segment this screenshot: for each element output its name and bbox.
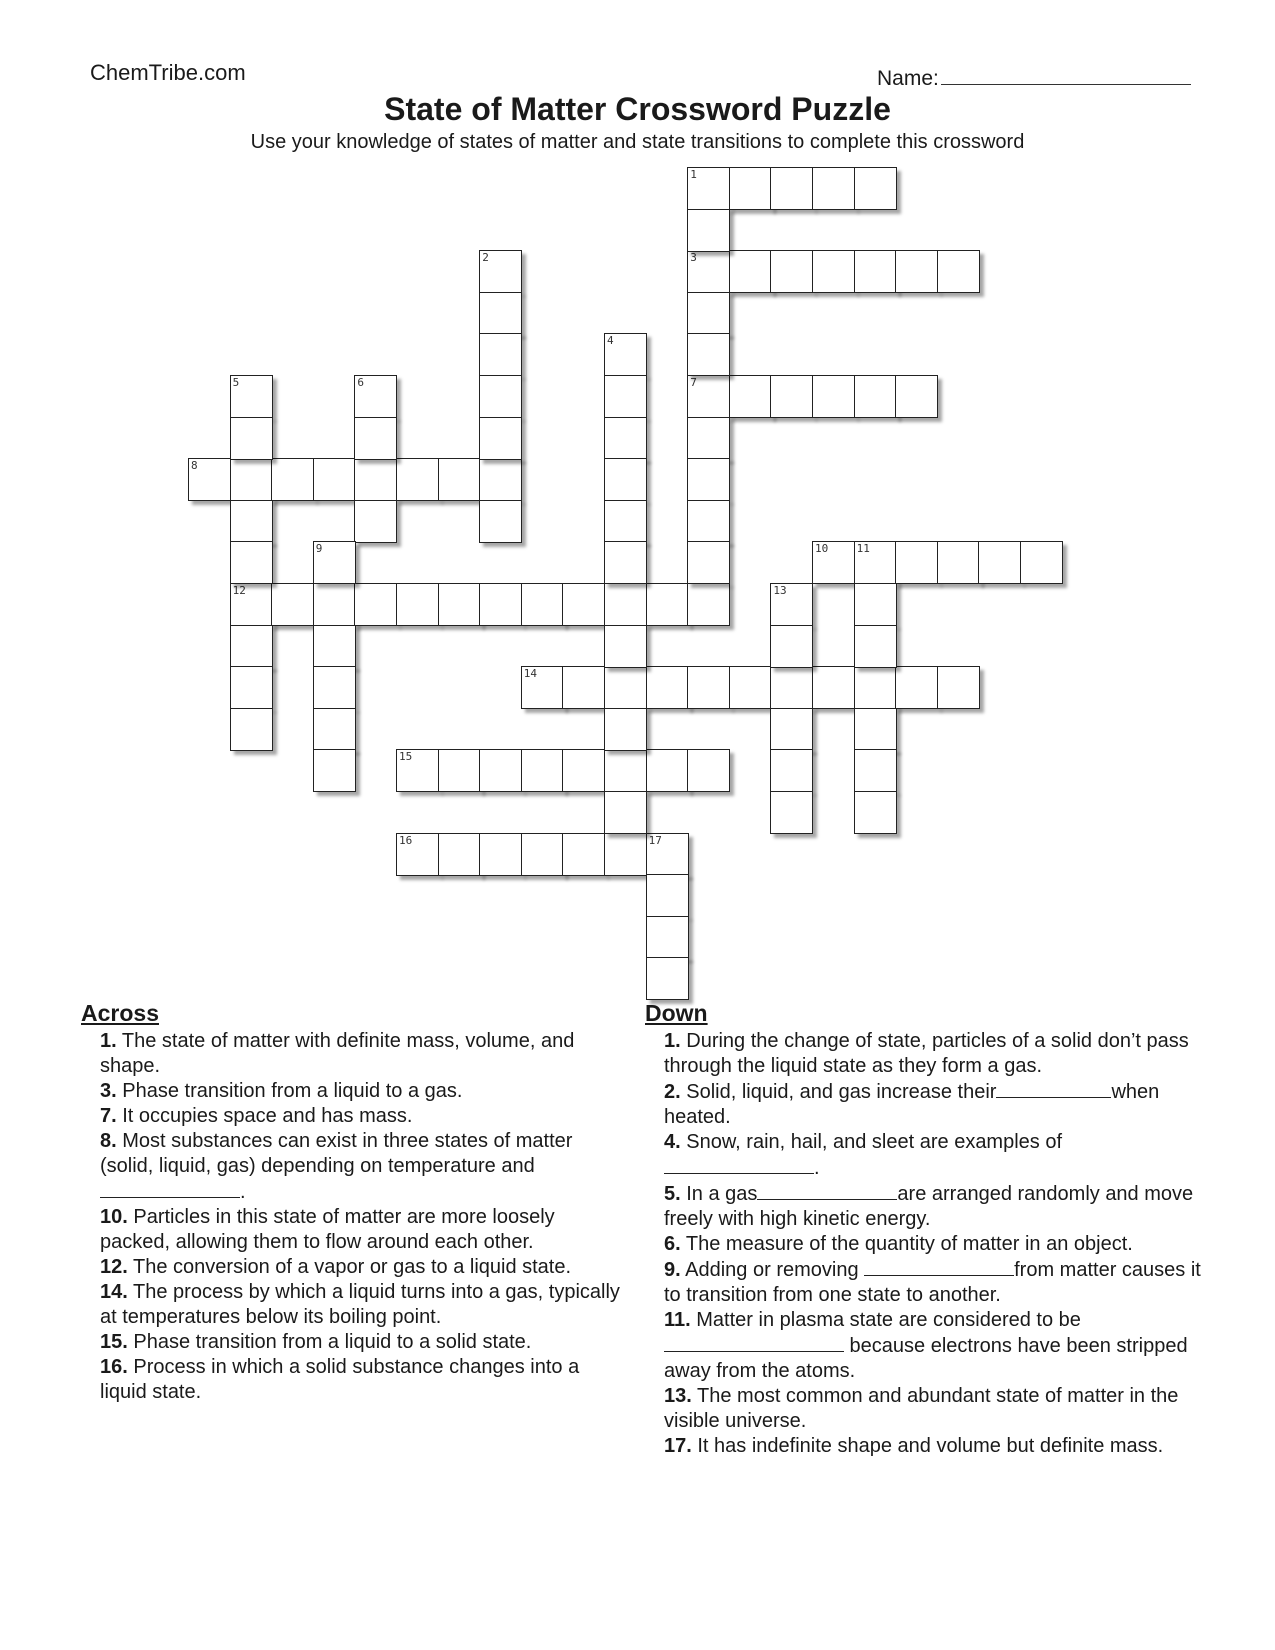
clue-number: 2 xyxy=(482,251,489,265)
clue-item: 17. It has indefinite shape and volume but definite mass. xyxy=(664,1435,1164,1457)
clue-item-number: 13. xyxy=(664,1385,692,1407)
grid-cell[interactable] xyxy=(521,833,564,876)
clue-item-number: 9. xyxy=(664,1259,681,1281)
clue-item-number: 1. xyxy=(664,1030,681,1052)
grid-cell[interactable] xyxy=(479,292,522,335)
grid-cell[interactable] xyxy=(770,250,813,293)
grid-cell[interactable] xyxy=(230,541,273,584)
clue-item: 2. Solid, liquid, and gas increase their when heated. xyxy=(664,1081,1160,1128)
grid-cell[interactable] xyxy=(937,250,980,293)
grid-cell[interactable] xyxy=(479,333,522,376)
grid-cell[interactable] xyxy=(604,541,647,584)
grid-cell[interactable] xyxy=(396,458,439,501)
clue-item-number: 8. xyxy=(100,1130,117,1152)
grid-cell[interactable] xyxy=(396,833,439,876)
grid-cell[interactable] xyxy=(604,749,647,792)
grid-cell[interactable] xyxy=(354,500,397,543)
clue-number: 14 xyxy=(523,667,538,681)
clue-item-number: 10. xyxy=(100,1206,128,1228)
grid-cell[interactable] xyxy=(895,666,938,709)
clue-item-number: 16. xyxy=(100,1356,128,1378)
grid-cell[interactable] xyxy=(562,749,605,792)
grid-cell[interactable] xyxy=(646,957,689,1000)
grid-cell[interactable] xyxy=(687,209,730,252)
clue-item: 6. The measure of the quantity of matter in an object. xyxy=(664,1233,1133,1255)
grid-cell[interactable] xyxy=(687,333,730,376)
grid-cell[interactable] xyxy=(812,375,855,418)
grid-cell[interactable] xyxy=(521,749,564,792)
down-clue-list xyxy=(645,1029,1205,1459)
clue-number: 11 xyxy=(856,542,870,556)
grid-cell[interactable] xyxy=(479,417,522,460)
grid-cell[interactable] xyxy=(729,375,772,418)
clue-number: 7 xyxy=(690,376,697,389)
grid-cell[interactable] xyxy=(770,583,813,626)
grid-cell[interactable] xyxy=(854,583,897,626)
grid-cell[interactable] xyxy=(313,666,356,709)
grid-cell[interactable] xyxy=(646,916,689,959)
clue-number: 6 xyxy=(357,376,365,389)
grid-cell[interactable] xyxy=(604,791,647,834)
grid-cell[interactable] xyxy=(313,708,356,751)
grid-cell[interactable] xyxy=(854,791,897,834)
grid-cell[interactable] xyxy=(479,250,522,293)
grid-cell[interactable] xyxy=(812,541,855,584)
grid-cell[interactable] xyxy=(354,375,397,418)
clue-item: 1. During the change of state, particles of a solid don’t pass through the liquid state as they form a gas. xyxy=(664,1030,1189,1077)
grid-cell[interactable] xyxy=(604,666,647,709)
grid-cell[interactable] xyxy=(479,500,522,543)
grid-cell[interactable] xyxy=(895,375,938,418)
clue-item: 4. Snow, rain, hail, and sleet are examples of. xyxy=(664,1131,1063,1179)
grid-cell[interactable] xyxy=(271,583,314,626)
clue-number: 5 xyxy=(232,376,240,389)
grid-cell[interactable] xyxy=(729,666,772,709)
grid-cell[interactable] xyxy=(438,458,481,501)
clue-item: 13. The most common and abundant state of matter in the visible universe. xyxy=(664,1385,1179,1432)
grid-cell[interactable] xyxy=(854,541,897,584)
grid-cell[interactable] xyxy=(812,167,855,210)
grid-cell[interactable] xyxy=(687,292,730,335)
grid-cell[interactable] xyxy=(770,167,813,210)
grid-cell[interactable] xyxy=(313,458,356,501)
clue-item: 11. Matter in plasma state are considered to be because electrons have been stripped away from the atoms. xyxy=(664,1309,1188,1382)
answer-blank[interactable] xyxy=(664,1333,844,1352)
clue-item: 10. Particles in this state of matter are more loosely packed, allowing them to flow around each other. xyxy=(100,1206,555,1253)
clue-number: 4 xyxy=(607,334,614,348)
grid-cell[interactable] xyxy=(313,749,356,792)
clue-number: 3 xyxy=(690,251,697,265)
clue-item: 12. The conversion of a vapor or gas to a liquid state. xyxy=(100,1256,572,1278)
down-heading: Down xyxy=(645,1000,708,1026)
clue-item-number: 3. xyxy=(100,1080,117,1102)
grid-cell[interactable] xyxy=(313,625,356,668)
grid-cell[interactable] xyxy=(271,458,314,501)
grid-cell[interactable] xyxy=(854,375,897,418)
grid-cell[interactable] xyxy=(687,375,730,418)
grid-cell[interactable] xyxy=(604,625,647,668)
across-heading: Across xyxy=(81,1000,159,1026)
grid-cell[interactable] xyxy=(687,749,730,792)
grid-cell[interactable] xyxy=(770,791,813,834)
grid-cell[interactable] xyxy=(854,250,897,293)
clue-item-number: 6. xyxy=(664,1233,681,1255)
grid-cell[interactable] xyxy=(687,458,730,501)
grid-cell[interactable] xyxy=(230,708,273,751)
grid-cell[interactable] xyxy=(687,250,730,293)
grid-cell[interactable] xyxy=(521,666,564,709)
grid-cell[interactable] xyxy=(562,666,605,709)
clue-number: 8 xyxy=(191,459,198,473)
clue-number: 12 xyxy=(232,584,246,597)
grid-cell[interactable] xyxy=(646,583,689,626)
grid-cell[interactable] xyxy=(687,417,730,460)
grid-cell[interactable] xyxy=(937,666,980,709)
grid-cell[interactable] xyxy=(895,250,938,293)
clue-item: 5. In a gas are arranged randomly and move freely with high kinetic energy. xyxy=(664,1183,1194,1230)
grid-cell[interactable] xyxy=(646,833,689,876)
grid-cell[interactable] xyxy=(230,500,273,543)
across-clue-list xyxy=(81,1029,629,1405)
clue-item-number: 2. xyxy=(664,1081,681,1103)
grid-cell[interactable] xyxy=(770,375,813,418)
grid-cell[interactable] xyxy=(479,458,522,501)
grid-cell[interactable] xyxy=(562,583,605,626)
clue-item: 8. Most substances can exist in three states of matter (solid, liquid, gas) depending on temperature and. xyxy=(100,1130,573,1203)
down-clues xyxy=(645,1000,1205,1459)
grid-cell[interactable] xyxy=(604,417,647,460)
page-subtitle: Use your knowledge of states of matter and state transitions to complete this crossword xyxy=(250,131,1025,153)
grid-cell[interactable] xyxy=(479,749,522,792)
answer-blank[interactable] xyxy=(100,1179,240,1198)
grid-cell[interactable] xyxy=(562,833,605,876)
clue-number: 15 xyxy=(399,750,413,764)
grid-cell[interactable] xyxy=(895,541,938,584)
grid-cell[interactable] xyxy=(479,375,522,418)
clue-item: 14. The process by which a liquid turns into a gas, typically at temperatures below its boiling point. xyxy=(100,1281,620,1328)
grid-cell[interactable] xyxy=(604,708,647,751)
answer-blank[interactable] xyxy=(757,1181,897,1200)
clue-item: 7. It occupies space and has mass. xyxy=(100,1105,413,1127)
clue-number: 17 xyxy=(648,833,662,847)
clue-number: 10 xyxy=(815,542,829,556)
grid-cell[interactable] xyxy=(521,583,564,626)
grid-cell[interactable] xyxy=(812,666,855,709)
grid-cell[interactable] xyxy=(854,749,897,792)
name-label: Name: xyxy=(877,67,939,90)
grid-cell[interactable] xyxy=(354,417,397,460)
across-clues xyxy=(81,1000,629,1405)
grid-cell[interactable] xyxy=(230,417,273,460)
clue-item-number: 7. xyxy=(100,1105,117,1127)
clue-number: 1 xyxy=(690,168,697,181)
answer-blank[interactable] xyxy=(996,1079,1111,1098)
grid-cell[interactable] xyxy=(604,833,647,876)
grid-cell[interactable] xyxy=(646,666,689,709)
clue-item: 3. Phase transition from a liquid to a gas. xyxy=(100,1080,463,1102)
grid-cell[interactable] xyxy=(646,874,689,917)
clue-number: 9 xyxy=(315,542,323,556)
clue-item-number: 1. xyxy=(100,1030,117,1052)
grid-cell[interactable] xyxy=(479,833,522,876)
clue-item-number: 14. xyxy=(100,1281,128,1303)
grid-cell[interactable] xyxy=(230,458,273,501)
grid-cell[interactable] xyxy=(854,167,897,210)
grid-cell[interactable] xyxy=(188,458,231,501)
clue-number: 16 xyxy=(399,833,413,847)
clue-item-number: 4. xyxy=(664,1131,681,1153)
grid-cell[interactable] xyxy=(729,167,772,210)
clue-item: 15. Phase transition from a liquid to a solid state. xyxy=(100,1331,532,1353)
clue-item-number: 11. xyxy=(664,1309,691,1331)
grid-cell[interactable] xyxy=(230,375,273,418)
page-title: State of Matter Crossword Puzzle xyxy=(384,91,891,127)
grid-cell[interactable] xyxy=(396,583,439,626)
grid-cell[interactable] xyxy=(230,625,273,668)
grid-cell[interactable] xyxy=(687,583,730,626)
clue-item: 1. The state of matter with definite mass, volume, and shape. xyxy=(100,1030,575,1077)
grid-cell[interactable] xyxy=(354,583,397,626)
clue-item-number: 5. xyxy=(664,1183,681,1205)
grid-cell[interactable] xyxy=(937,541,980,584)
grid-cell[interactable] xyxy=(729,250,772,293)
grid-cell[interactable] xyxy=(687,666,730,709)
grid-cell[interactable] xyxy=(396,749,439,792)
grid-cell[interactable] xyxy=(770,708,813,751)
clue-item: 9. Adding or removing from matter causes it to transition from one state to another. xyxy=(664,1259,1201,1306)
grid-cell[interactable] xyxy=(646,749,689,792)
grid-cell[interactable] xyxy=(770,749,813,792)
name-field[interactable] xyxy=(877,64,1191,91)
grid-cell[interactable] xyxy=(604,458,647,501)
grid-cell[interactable] xyxy=(438,583,481,626)
clue-item: 16. Process in which a solid substance changes into a liquid state. xyxy=(100,1356,580,1403)
site-name: ChemTribe.com xyxy=(90,60,246,85)
grid-cell[interactable] xyxy=(687,167,730,210)
grid-cell[interactable] xyxy=(687,541,730,584)
answer-blank[interactable] xyxy=(664,1155,814,1174)
name-blank-line[interactable] xyxy=(941,64,1191,85)
grid-cell[interactable] xyxy=(604,583,647,626)
grid-cell[interactable] xyxy=(687,500,730,543)
clue-number: 13 xyxy=(773,584,787,597)
grid-cell[interactable] xyxy=(854,708,897,751)
grid-cell[interactable] xyxy=(812,250,855,293)
grid-cell[interactable] xyxy=(479,583,522,626)
grid-cell[interactable] xyxy=(313,583,356,626)
answer-blank[interactable] xyxy=(864,1257,1014,1276)
grid-cell[interactable] xyxy=(604,333,647,376)
grid-cell[interactable] xyxy=(604,375,647,418)
grid-cell[interactable] xyxy=(770,625,813,668)
clue-item-number: 17. xyxy=(664,1435,692,1457)
clue-item-number: 15. xyxy=(100,1331,128,1353)
grid-cell[interactable] xyxy=(438,833,481,876)
grid-cell[interactable] xyxy=(1020,541,1063,584)
clue-item-number: 12. xyxy=(100,1256,128,1278)
grid-cell[interactable] xyxy=(354,458,397,501)
grid-cell[interactable] xyxy=(854,666,897,709)
grid-cell[interactable] xyxy=(978,541,1021,584)
grid-cell[interactable] xyxy=(230,666,273,709)
grid-cell[interactable] xyxy=(230,583,273,626)
grid-cell[interactable] xyxy=(854,625,897,668)
grid-cell[interactable] xyxy=(770,666,813,709)
grid-cell[interactable] xyxy=(604,500,647,543)
grid-cell[interactable] xyxy=(313,541,356,584)
grid-cell[interactable] xyxy=(438,749,481,792)
